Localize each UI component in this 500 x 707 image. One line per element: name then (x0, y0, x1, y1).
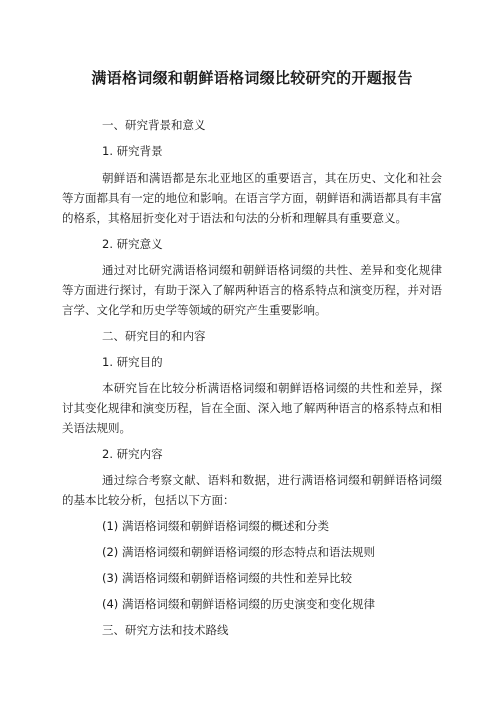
subsection-heading-background: 1. 研究背景 (102, 144, 163, 158)
paragraph-purpose: 本研究旨在比较分析满语格词缀和朝鲜语格词缀的共性和差异，探讨其变化规律和演变历程，旨在全面、深入地了解两种语言的格系特点和相关语法规则。 (62, 381, 442, 435)
subsection-heading-significance: 2. 研究意义 (102, 237, 163, 251)
paragraph-background: 朝鲜语和满语都是东北亚地区的重要语言，其在历史、文化和社会等方面都具有一定的地位和影响。在语言学方面，朝鲜语和满语都具有丰富的格系，其格屈折变化对于语法和句法的分析和理解具有重要意义。 (62, 171, 442, 225)
document-title: 满语格词缀和朝鲜语格词缀比较研究的开题报告 (91, 69, 413, 87)
section-heading-methods-roadmap: 三、研究方法和技术路线 (102, 623, 229, 637)
subsection-heading-content: 2. 研究内容 (102, 447, 163, 461)
paragraph-content: 通过综合考察文献、语料和数据，进行满语格词缀和朝鲜语格词缀的基本比较分析，包括以下方面： (62, 473, 442, 507)
list-item: (3) 满语格词缀和朝鲜语格词缀的共性和差异比较 (102, 571, 352, 585)
paragraph-significance: 通过对比研究满语格词缀和朝鲜语格词缀的共性、差异和变化规律等方面进行探讨，有助于深入了解两种语言的格系特点和演变历程，并对语言学、文化学和历史学等领域的研究产生重要影响。 (62, 263, 442, 317)
subsection-heading-purpose: 1. 研究目的 (102, 355, 163, 369)
list-item: (1) 满语格词缀和朝鲜语格词缀的概述和分类 (102, 519, 329, 533)
list-item: (4) 满语格词缀和朝鲜语格词缀的历史演变和变化规律 (102, 597, 375, 611)
section-heading-purpose-content: 二、研究目的和内容 (102, 329, 206, 343)
section-heading-background-significance: 一、研究背景和意义 (102, 118, 206, 132)
list-item: (2) 满语格词缀和朝鲜语格词缀的形态特点和语法规则 (102, 545, 375, 559)
